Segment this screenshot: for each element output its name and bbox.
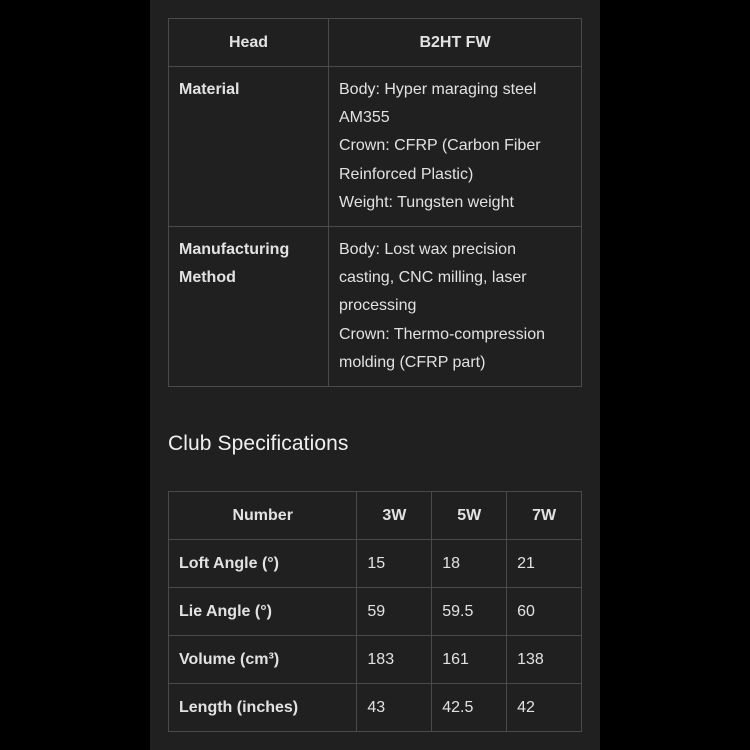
header-cell-7w: 7W	[507, 492, 582, 540]
value-line: casting, CNC milling, laser	[339, 269, 527, 287]
label-line: Manufacturing	[179, 241, 290, 259]
table-row-material	[169, 67, 582, 227]
row-value-manufacturing-method	[329, 227, 582, 387]
value-line: processing	[339, 297, 417, 315]
value-line: Weight: Tungsten weight	[339, 193, 514, 211]
row-label: Length (inches)	[169, 684, 357, 732]
label-line: Method	[179, 269, 236, 287]
table-cell: 138	[507, 636, 582, 684]
row-label: Lie Angle (°)	[169, 588, 357, 636]
row-label-material: Material	[169, 67, 329, 227]
table-cell: 59	[357, 588, 432, 636]
table-row-volume	[169, 636, 582, 684]
table-header-row	[169, 492, 582, 540]
table-row-manufacturing	[169, 227, 582, 387]
table-cell: 42	[507, 684, 582, 732]
table-row-lie-angle	[169, 588, 582, 636]
value-line: Body: Lost wax precision	[339, 241, 516, 259]
table-cell: 59.5	[432, 588, 507, 636]
row-label-manufacturing-method	[169, 227, 329, 387]
table-row-length	[169, 684, 582, 732]
table-cell: 42.5	[432, 684, 507, 732]
content-panel	[150, 0, 600, 750]
club-spec-table	[168, 491, 582, 732]
table-cell: 183	[357, 636, 432, 684]
header-cell-3w: 3W	[357, 492, 432, 540]
header-cell-5w: 5W	[432, 492, 507, 540]
value-line: molding (CFRP part)	[339, 353, 486, 371]
table-header-row	[169, 19, 582, 67]
table-row-loft-angle	[169, 540, 582, 588]
table-cell: 15	[357, 540, 432, 588]
value-line: Crown: Thermo-compression	[339, 325, 545, 343]
value-line: Body: Hyper maraging steel	[339, 81, 537, 98]
header-cell-head: Head	[169, 19, 329, 67]
row-label: Loft Angle (°)	[169, 540, 357, 588]
row-label: Volume (cm³)	[169, 636, 357, 684]
head-spec-table	[168, 18, 582, 387]
header-cell-number: Number	[169, 492, 357, 540]
header-cell-model: B2HT FW	[329, 19, 582, 67]
table-cell: 21	[507, 540, 582, 588]
value-line: Reinforced Plastic)	[339, 165, 474, 183]
table-cell: 43	[357, 684, 432, 732]
value-line: AM355	[339, 109, 390, 127]
table-cell: 161	[432, 636, 507, 684]
section-title: Club Specifications	[168, 432, 349, 455]
table-cell: 18	[432, 540, 507, 588]
value-line: Crown: CFRP (Carbon Fiber	[339, 137, 541, 155]
table-cell: 60	[507, 588, 582, 636]
row-value-material	[329, 67, 582, 227]
